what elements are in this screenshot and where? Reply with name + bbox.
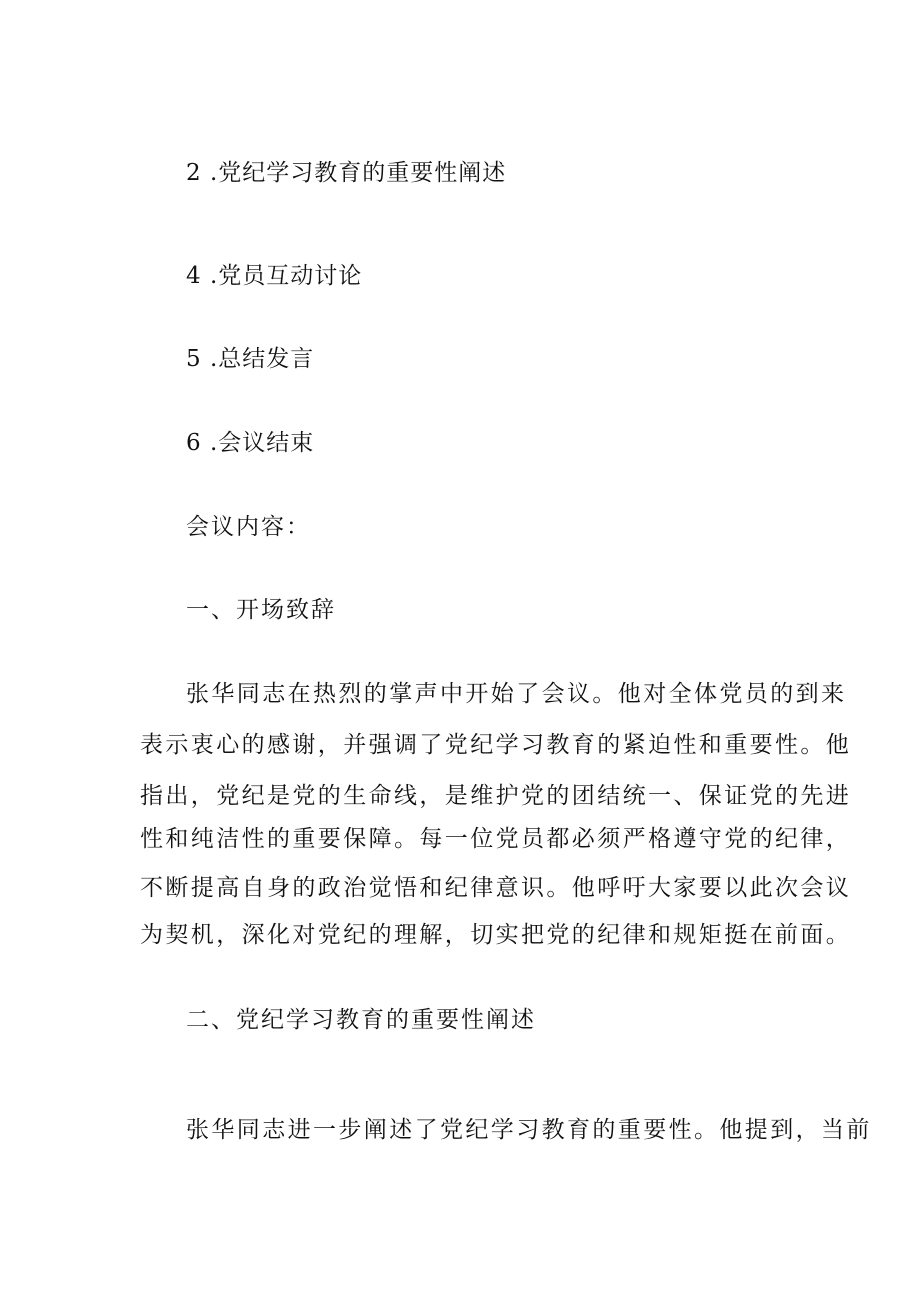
paragraph-line: 性和纯洁性的重要保障。每一位党员都必须严格遵守党的纪律， (140, 826, 852, 852)
section-heading-2: 二、党纪学习教育的重要性阐述 (186, 1007, 536, 1033)
agenda-item-2: 2 .党纪学习教育的重要性阐述 (186, 160, 507, 186)
section-heading-1: 一、开场致辞 (186, 597, 336, 623)
paragraph-line: 为契机，深化对党纪的理解，切实把党的纪律和规矩挺在前面。 (140, 922, 852, 948)
agenda-item-6: 6 .会议结束 (186, 430, 315, 456)
agenda-item-4: 4 .党员互动讨论 (186, 263, 363, 289)
paragraph-line: 不断提高自身的政治觉悟和纪律意识。他呼吁大家要以此次会议 (140, 875, 852, 901)
agenda-item-5: 5 .总结发言 (186, 346, 315, 372)
paragraph-line: 张华同志进一步阐述了党纪学习教育的重要性。他提到，当前 (186, 1117, 872, 1143)
content-label: 会议内容： (186, 514, 311, 540)
paragraph-line: 表示衷心的感谢，并强调了党纪学习教育的紧迫性和重要性。他 (140, 732, 852, 758)
paragraph-line: 张华同志在热烈的掌声中开始了会议。他对全体党员的到来 (186, 681, 847, 707)
paragraph-line: 指出，党纪是党的生命线，是维护党的团结统一、保证党的先进 (140, 783, 852, 809)
